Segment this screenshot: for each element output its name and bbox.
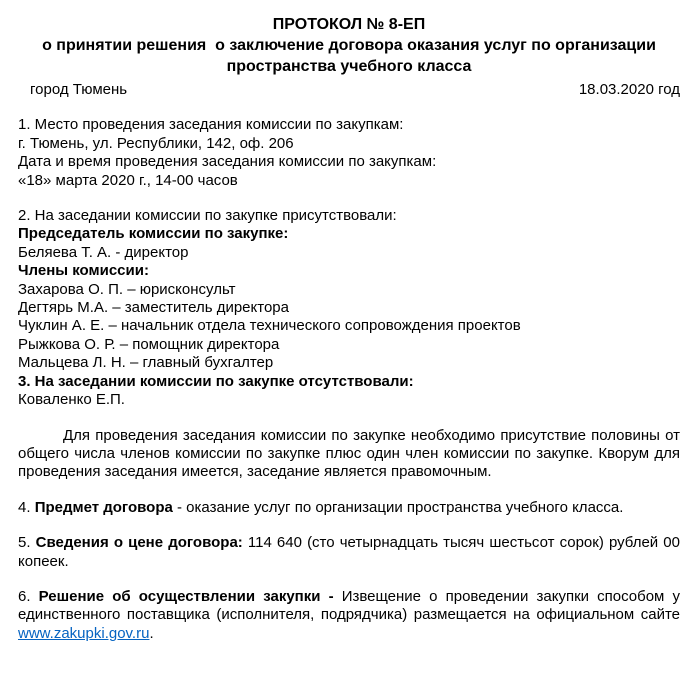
section-2-attendees [18, 207, 680, 409]
title-line-3: пространства учебного класса [226, 58, 472, 75]
section-6-number: 6. [18, 587, 39, 605]
section-4-subject [18, 499, 680, 517]
document-title [18, 14, 680, 77]
members-label: Члены комиссии: [18, 262, 149, 280]
quorum-paragraph: Для проведения заседания комиссии по закупке необходимо присутствие половины от общего числа членов комиссии по закупке плюс один член комиссии по закупке. Кворум для проведения заседания имеется, заседание является правомочным. [18, 426, 680, 481]
date-label: 18.03.2020 год [578, 81, 680, 98]
member-item: Захарова О. П. – юрисконсульт [18, 280, 236, 298]
city-date-row [18, 81, 680, 99]
meeting-address: г. Тюмень, ул. Республики, 142, оф. 206 [18, 134, 294, 152]
section-5-number: 5. [18, 534, 36, 552]
member-item: Рыжкова О. Р. – помощник директора [18, 335, 280, 353]
section-5-text: 114 640 (сто четырнадцать тысяч шестьсот сорок) рублей 00 копеек. [18, 534, 680, 570]
meeting-datetime: «18» марта 2020 г., 14-00 часов [18, 171, 238, 189]
section-6-label: Решение об осуществлении закупки - [38, 587, 334, 605]
member-item: Чуклин А. Е. – начальник отдела технического сопровождения проектов [18, 317, 521, 335]
absent-name: Коваленко Е.П. [18, 391, 125, 409]
section-5-price [18, 534, 680, 571]
city-label: город Тюмень [30, 81, 128, 98]
section-1-heading: 1. Место проведения заседания комиссии по закупкам: [18, 116, 404, 134]
meeting-datetime-label: Дата и время проведения заседания комиссии по закупкам: [18, 153, 437, 171]
section-3-heading: 3. На заседании комиссии по закупке отсутствовали: [18, 372, 414, 390]
chair-name: Беляева Т. А. - директор [18, 243, 189, 261]
title-line-2: о принятии решения о заключение договора оказания услуг по организации [42, 37, 656, 54]
section-6-period: . [149, 624, 154, 642]
section-5-label: Сведения о цене договора: [35, 534, 243, 552]
member-item: Дегтярь М.А. – заместитель директора [18, 299, 289, 317]
section-4-text: - оказание услуг по организации пространства учебного класса. [172, 498, 624, 516]
zakupki-link[interactable]: www.zakupki.gov.ru [18, 624, 150, 642]
member-item: Мальцева Л. Н. – главный бухгалтер [18, 354, 274, 372]
chair-label: Председатель комиссии по закупке: [18, 225, 289, 243]
section-2-heading: 2. На заседании комиссии по закупке присутствовали: [18, 207, 397, 225]
section-1-place [18, 116, 680, 190]
section-6-text: Извещение о проведении закупки способом у единственного поставщика (исполнителя, подрядчика) размещается на официальном сайте [18, 587, 680, 624]
section-4-label: Предмет договора [34, 498, 173, 516]
title-line-1: ПРОТОКОЛ № 8-ЕП [272, 16, 426, 33]
section-4-number: 4. [18, 498, 35, 516]
section-6-decision [18, 588, 680, 643]
